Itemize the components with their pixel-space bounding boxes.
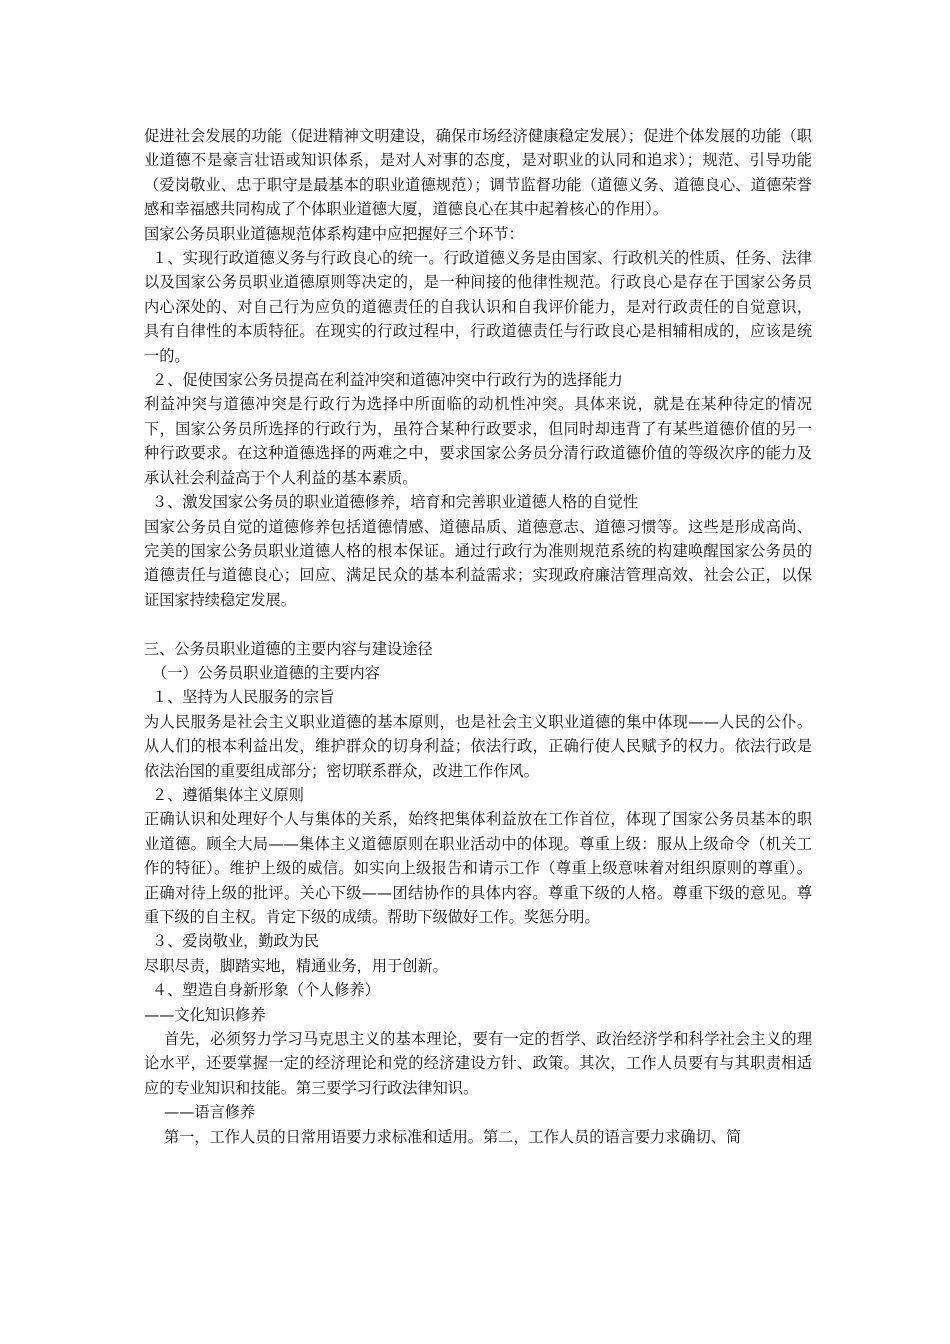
subitem-heading-culture: ——文化知识修养 xyxy=(144,1005,266,1024)
item-text-1: 为人民服务是社会主义职业道德的基本原则，也是社会主义职业道德的集中体现——人民的公仆。从人们的根本利益出发，维护群众的切身利益；依法行政，正确行使人民赋予的权力。依法行政是依法治国的重要组成部分；密切联系群众，改进工作作风。 xyxy=(144,712,812,780)
heading-point-3: ３、激发国家公务员的职业道德修养，培育和完善职业道德人格的自觉性 xyxy=(152,493,638,512)
paragraph-point-1: １、实现行政道德义务与行政良心的统一。行政道德义务是由国家、行政机关的性质、任务、法律以及国家公务员职业道德原则等决定的，是一种间接的他律性规范。行政良心是存在于国家公务员内心深处的、对自己行为应负的道德责任的自我认识和自我评价能力，是对行政责任的自觉意识，具有自律性的本质特征。在现实的行政过程中，行政道德责任与行政良心是相辅相成的，应该是统一的。 xyxy=(144,249,812,365)
section-spacer xyxy=(144,612,812,636)
item-heading-1: １、坚持为人民服务的宗旨 xyxy=(152,688,335,707)
paragraph-point-2: 利益冲突与道德冲突是行政行为选择中所面临的动机性冲突。具体来说，就是在某种待定的情况下，国家公务员所选择的行政行为，虽符合某种行政要求，但同时却违背了有某些道德价值的另一种行政要求。在这种道德选择的两难之中，要求国家公务员分清行政道德价值的等级次序的能力及承认社会利益高于个人利益的基本素质。 xyxy=(144,395,812,487)
document-page xyxy=(144,124,812,1149)
subitem-text-culture: 首先，必须努力学习马克思主义的基本理论，要有一定的哲学、政治经济学和科学社会主义的理论水平，还要掌握一定的经济理论和党的经济建设方针、政策。其次，工作人员要有与其职责相适应的专业知识和技能。第三要学习行政法律知识。 xyxy=(144,1030,812,1097)
section-heading-3: 三、公务员职业道德的主要内容与建设途径 xyxy=(144,639,433,658)
paragraph-point-3: 国家公务员自觉的道德修养包括道德情感、道德品质、道德意志、道德习惯等。这些是形成高尚、完美的国家公务员职业道德人格的根本保证。通过行政行为准则规范系统的构建唤醒国家公务员的道德责任与道德良心；回应、满足民众的基本利益需求；实现政府廉洁管理高效、社会公正，以保证国家持续稳定发展。 xyxy=(144,517,812,609)
subitem-text-language: 第一，工作人员的日常用语要力求标准和适用。第二，工作人员的语言要力求确切、简 xyxy=(164,1127,742,1146)
paragraph-three-links-intro: 国家公务员职业道德规范体系构建中应把握好三个环节： xyxy=(144,224,524,243)
subitem-heading-language: ——语言修养 xyxy=(164,1103,256,1122)
item-text-3: 尽职尽责，脚踏实地，精通业务，用于创新。 xyxy=(144,956,448,975)
heading-point-2: ２、促使国家公务员提高在利益冲突和道德冲突中行政行为的选择能力 xyxy=(152,371,623,390)
paragraph-functions: 促进社会发展的功能（促进精神文明建设，确保市场经济健康稳定发展）；促进个体发展的功能（职业道德不是豪言壮语或知识体系，是对人对事的态度，是对职业的认同和追求）；规范、引导功能（爱岗敬业、忠于职守是最基本的职业道德规范）；调节监督功能（道德义务、道德良心、道德荣誉感和幸福感共同构成了个体职业道德大厦，道德良心在其中起着核心的作用）。 xyxy=(144,127,812,219)
subsection-heading-1: （一）公务员职业道德的主要内容 xyxy=(152,663,380,682)
item-text-2: 正确认识和处理好个人与集体的关系，始终把集体利益放在工作首位，体现了国家公务员基本的职业道德。顾全大局——集体主义道德原则在职业活动中的体现。尊重上级：服从上级命令（机关工作的特征）。维护上级的威信。如实向上级报告和请示工作（尊重上级意味着对组织原则的尊重）。正确对待上级的批评。关心下级——团结协作的具体内容。尊重下级的人格。尊重下级的意见。尊重下级的自主权。肯定下级的成绩。帮助下级做好工作。奖惩分明。 xyxy=(144,810,812,926)
item-heading-3: ３、爱岗敬业，勤政为民 xyxy=(152,932,320,951)
item-heading-2: ２、遵循集体主义原则 xyxy=(152,785,304,804)
item-heading-4: ４、塑造自身新形象（个人修养） xyxy=(152,981,380,1000)
